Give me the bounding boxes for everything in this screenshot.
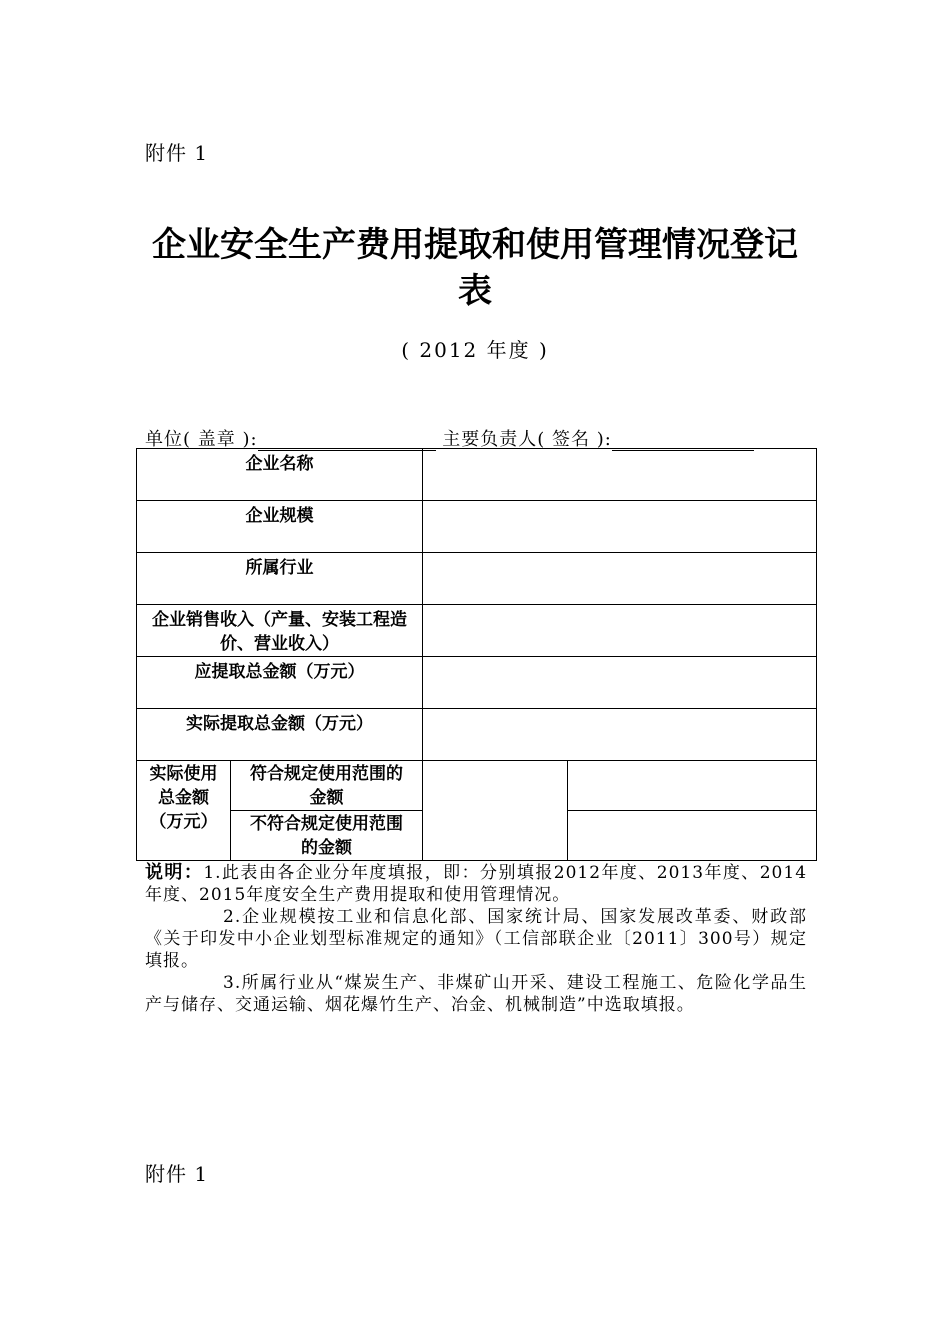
row-label-company-name: 企业名称 — [137, 449, 423, 501]
footer-attachment-label: 附件 1 — [145, 1162, 209, 1186]
note-item-3: 3.所属行业从“煤炭生产、非煤矿山开采、建设工程施工、危险化学品生产与储存、交通运输、烟花爆竹生产、冶金、机械制造”中选取填报。 — [145, 973, 807, 1015]
usage-merged-cell[interactable] — [423, 761, 568, 861]
note-item-2: 2.企业规模按工业和信息化部、国家统计局、国家发展改革委、财政部《关于印发中小企业划型标准规定的通知》（工信部联企业〔2011〕300号）规定填报。 — [145, 907, 807, 971]
usage-group-label: 实际使用总金额（万元） — [137, 761, 231, 861]
table-row — [137, 553, 817, 605]
compliant-usage-value[interactable] — [568, 761, 817, 811]
row-label-sales-revenue: 企业销售收入（产量、安装工程造价、营业收入） — [137, 605, 423, 657]
table-row — [137, 657, 817, 709]
row-value-sales-revenue[interactable] — [423, 605, 817, 657]
noncompliant-usage-label: 不符合规定使用范围的金额 — [231, 811, 423, 861]
row-value-company-name[interactable] — [423, 449, 817, 501]
table-row — [137, 449, 817, 501]
year-label: ( 2012 年度 ) — [401, 338, 549, 362]
row-value-company-scale[interactable] — [423, 501, 817, 553]
page-title: 企业安全生产费用提取和使用管理情况登记表 — [152, 225, 798, 311]
leader-sign-label: 主要负责人( 签名 ): — [442, 429, 612, 450]
table-row — [137, 501, 817, 553]
note-item-1: 1.此表由各企业分年度填报，即：分别填报2012年度、2013年度、2014年度、2015年度安全生产费用提取和使用管理情况。 — [145, 863, 808, 905]
row-value-actual-extract[interactable] — [423, 709, 817, 761]
row-label-industry: 所属行业 — [137, 553, 423, 605]
compliant-usage-label: 符合规定使用范围的金额 — [231, 761, 423, 811]
row-label-company-scale: 企业规模 — [137, 501, 423, 553]
notes-section — [145, 862, 807, 1016]
row-value-industry[interactable] — [423, 553, 817, 605]
notes-heading: 说明： — [145, 862, 204, 883]
row-value-should-extract[interactable] — [423, 657, 817, 709]
row-label-should-extract: 应提取总金额（万元） — [137, 657, 423, 709]
table-row — [137, 709, 817, 761]
registration-table — [136, 448, 817, 861]
table-row — [137, 761, 817, 811]
table-row — [137, 605, 817, 657]
noncompliant-usage-value[interactable] — [568, 811, 817, 861]
row-label-actual-extract: 实际提取总金额（万元） — [137, 709, 423, 761]
unit-seal-label: 单位( 盖章 ): — [145, 429, 258, 450]
attachment-label: 附件 1 — [145, 141, 209, 165]
